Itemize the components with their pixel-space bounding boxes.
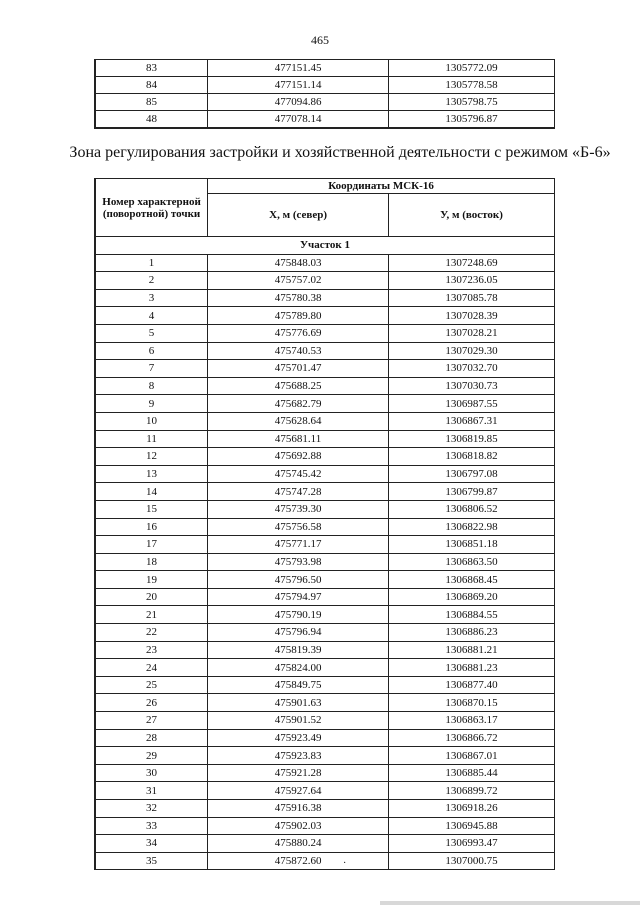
table-row [95, 641, 555, 659]
table-row [95, 553, 555, 571]
continuation-table-body [95, 60, 555, 129]
y-coordinate-cell: 1306868.45 [389, 571, 555, 589]
y-coordinate-cell: 1307236.05 [389, 272, 555, 290]
y-coordinate-cell: 1306877.40 [389, 676, 555, 694]
x-coordinate-cell: 475745.42 [208, 465, 389, 483]
y-coordinate-cell: 1305798.75 [389, 94, 555, 111]
x-coordinate-cell: 475901.63 [208, 694, 389, 712]
x-coordinate-cell: 475692.88 [208, 448, 389, 466]
point-number-cell: 11 [95, 430, 208, 448]
point-number-cell: 25 [95, 676, 208, 694]
x-coordinate-cell: 477151.45 [208, 60, 389, 77]
y-coordinate-cell: 1306945.88 [389, 817, 555, 835]
section-label: Участок 1 [95, 237, 555, 255]
y-coordinate-cell: 1305772.09 [389, 60, 555, 77]
x-coordinate-cell: 475872.60 [208, 852, 389, 870]
y-coordinate-cell: 1306863.50 [389, 553, 555, 571]
header-y-east: У, м (восток) [389, 194, 555, 237]
x-coordinate-cell: 475923.49 [208, 729, 389, 747]
y-coordinate-cell: 1306822.98 [389, 518, 555, 536]
y-coordinate-cell: 1306806.52 [389, 500, 555, 518]
y-coordinate-cell: 1306863.17 [389, 712, 555, 730]
table-row [95, 307, 555, 325]
point-number-cell: 27 [95, 712, 208, 730]
table-row [95, 500, 555, 518]
table-row [95, 518, 555, 536]
table-row [95, 835, 555, 853]
point-number-cell: 21 [95, 606, 208, 624]
y-coordinate-cell: 1306799.87 [389, 483, 555, 501]
page-number: 465 [311, 33, 329, 47]
table-row [95, 782, 555, 800]
point-number-cell: 14 [95, 483, 208, 501]
table-row [95, 430, 555, 448]
table-row [95, 324, 555, 342]
section-row [95, 237, 555, 255]
table-row [95, 395, 555, 413]
point-number-cell: 31 [95, 782, 208, 800]
table-row [95, 289, 555, 307]
table-row [95, 764, 555, 782]
table-row [95, 272, 555, 290]
point-number-cell: 10 [95, 412, 208, 430]
table-row [95, 659, 555, 677]
x-coordinate-cell: 475740.53 [208, 342, 389, 360]
header-x-north: X, м (север) [208, 194, 389, 237]
table-row [95, 342, 555, 360]
x-coordinate-cell: 475927.64 [208, 782, 389, 800]
point-number-cell: 17 [95, 536, 208, 554]
page-mark: · [343, 858, 347, 869]
y-coordinate-cell: 1307085.78 [389, 289, 555, 307]
table-row [95, 747, 555, 765]
table-row [95, 465, 555, 483]
table-row [95, 60, 555, 77]
x-coordinate-cell: 475796.94 [208, 624, 389, 642]
y-coordinate-cell: 1306819.85 [389, 430, 555, 448]
point-number-cell: 3 [95, 289, 208, 307]
x-coordinate-cell: 477094.86 [208, 94, 389, 111]
header-coordinate-system: Координаты МСК-16 [208, 179, 555, 194]
x-coordinate-cell: 475923.83 [208, 747, 389, 765]
y-coordinate-cell: 1305778.58 [389, 77, 555, 94]
x-coordinate-cell: 475682.79 [208, 395, 389, 413]
x-coordinate-cell: 475848.03 [208, 254, 389, 272]
table-row [95, 536, 555, 554]
y-coordinate-cell: 1307028.21 [389, 324, 555, 342]
point-number-cell: 83 [95, 60, 208, 77]
table-row [95, 360, 555, 378]
point-number-cell: 4 [95, 307, 208, 325]
table-row [95, 377, 555, 395]
y-coordinate-cell: 1307028.39 [389, 307, 555, 325]
y-coordinate-cell: 1306918.26 [389, 800, 555, 818]
point-number-cell: 30 [95, 764, 208, 782]
x-coordinate-cell: 475824.00 [208, 659, 389, 677]
y-coordinate-cell: 1306866.72 [389, 729, 555, 747]
point-number-cell: 13 [95, 465, 208, 483]
coordinates-table [94, 178, 555, 870]
point-number-cell: 35 [95, 852, 208, 870]
x-coordinate-cell: 475747.28 [208, 483, 389, 501]
point-number-cell: 32 [95, 800, 208, 818]
point-number-cell: 1 [95, 254, 208, 272]
y-coordinate-cell: 1306818.82 [389, 448, 555, 466]
y-coordinate-cell: 1306885.44 [389, 764, 555, 782]
point-number-cell: 19 [95, 571, 208, 589]
point-number-cell: 84 [95, 77, 208, 94]
table-row [95, 676, 555, 694]
x-coordinate-cell: 475739.30 [208, 500, 389, 518]
y-coordinate-cell: 1306881.21 [389, 641, 555, 659]
x-coordinate-cell: 475901.52 [208, 712, 389, 730]
table-row [95, 624, 555, 642]
y-coordinate-cell: 1306797.08 [389, 465, 555, 483]
table-row [95, 712, 555, 730]
table-row [95, 412, 555, 430]
table-row [95, 817, 555, 835]
point-number-cell: 16 [95, 518, 208, 536]
header-point-number: Номер характерной (поворотной) точки [95, 179, 208, 237]
table-row [95, 571, 555, 589]
x-coordinate-cell: 475849.75 [208, 676, 389, 694]
table-row [95, 483, 555, 501]
x-coordinate-cell: 475628.64 [208, 412, 389, 430]
x-coordinate-cell: 477078.14 [208, 111, 389, 129]
table-row [95, 588, 555, 606]
x-coordinate-cell: 475688.25 [208, 377, 389, 395]
table-row [95, 254, 555, 272]
x-coordinate-cell: 475756.58 [208, 518, 389, 536]
point-number-cell: 15 [95, 500, 208, 518]
y-coordinate-cell: 1307000.75 [389, 852, 555, 870]
point-number-cell: 7 [95, 360, 208, 378]
y-coordinate-cell: 1306870.15 [389, 694, 555, 712]
x-coordinate-cell: 475790.19 [208, 606, 389, 624]
point-number-cell: 26 [95, 694, 208, 712]
point-number-cell: 23 [95, 641, 208, 659]
x-coordinate-cell: 475902.03 [208, 817, 389, 835]
scan-edge [380, 901, 640, 905]
x-coordinate-cell: 475757.02 [208, 272, 389, 290]
point-number-cell: 85 [95, 94, 208, 111]
point-number-cell: 6 [95, 342, 208, 360]
x-coordinate-cell: 475771.17 [208, 536, 389, 554]
y-coordinate-cell: 1306886.23 [389, 624, 555, 642]
x-coordinate-cell: 475681.11 [208, 430, 389, 448]
y-coordinate-cell: 1306899.72 [389, 782, 555, 800]
point-number-cell: 8 [95, 377, 208, 395]
table-row [95, 448, 555, 466]
x-coordinate-cell: 475916.38 [208, 800, 389, 818]
y-coordinate-cell: 1306851.18 [389, 536, 555, 554]
y-coordinate-cell: 1307029.30 [389, 342, 555, 360]
x-coordinate-cell: 475819.39 [208, 641, 389, 659]
x-coordinate-cell: 475921.28 [208, 764, 389, 782]
x-coordinate-cell: 475794.97 [208, 588, 389, 606]
point-number-cell: 34 [95, 835, 208, 853]
y-coordinate-cell: 1306867.01 [389, 747, 555, 765]
point-number-cell: 2 [95, 272, 208, 290]
table-row [95, 77, 555, 94]
y-coordinate-cell: 1307030.73 [389, 377, 555, 395]
x-coordinate-cell: 477151.14 [208, 77, 389, 94]
table-row [95, 94, 555, 111]
point-number-cell: 18 [95, 553, 208, 571]
x-coordinate-cell: 475796.50 [208, 571, 389, 589]
y-coordinate-cell: 1307032.70 [389, 360, 555, 378]
coordinates-table-body [95, 237, 555, 870]
table-row [95, 606, 555, 624]
x-coordinate-cell: 475880.24 [208, 835, 389, 853]
y-coordinate-cell: 1306867.31 [389, 412, 555, 430]
point-number-cell: 22 [95, 624, 208, 642]
point-number-cell: 28 [95, 729, 208, 747]
y-coordinate-cell: 1306884.55 [389, 606, 555, 624]
point-number-cell: 48 [95, 111, 208, 129]
table-row [95, 729, 555, 747]
y-coordinate-cell: 1306881.23 [389, 659, 555, 677]
y-coordinate-cell: 1305796.87 [389, 111, 555, 129]
point-number-cell: 24 [95, 659, 208, 677]
table-row [95, 694, 555, 712]
point-number-cell: 20 [95, 588, 208, 606]
table-row [95, 852, 555, 870]
y-coordinate-cell: 1307248.69 [389, 254, 555, 272]
table-row [95, 800, 555, 818]
point-number-cell: 9 [95, 395, 208, 413]
point-number-cell: 29 [95, 747, 208, 765]
zone-title: Зона регулирования застройки и хозяйственной деятельности с режимом «Б-6» [69, 144, 611, 161]
continuation-table [94, 59, 555, 129]
point-number-cell: 12 [95, 448, 208, 466]
x-coordinate-cell: 475789.80 [208, 307, 389, 325]
point-number-cell: 33 [95, 817, 208, 835]
y-coordinate-cell: 1306993.47 [389, 835, 555, 853]
x-coordinate-cell: 475701.47 [208, 360, 389, 378]
x-coordinate-cell: 475793.98 [208, 553, 389, 571]
point-number-cell: 5 [95, 324, 208, 342]
y-coordinate-cell: 1306987.55 [389, 395, 555, 413]
y-coordinate-cell: 1306869.20 [389, 588, 555, 606]
x-coordinate-cell: 475780.38 [208, 289, 389, 307]
x-coordinate-cell: 475776.69 [208, 324, 389, 342]
table-row [95, 111, 555, 129]
